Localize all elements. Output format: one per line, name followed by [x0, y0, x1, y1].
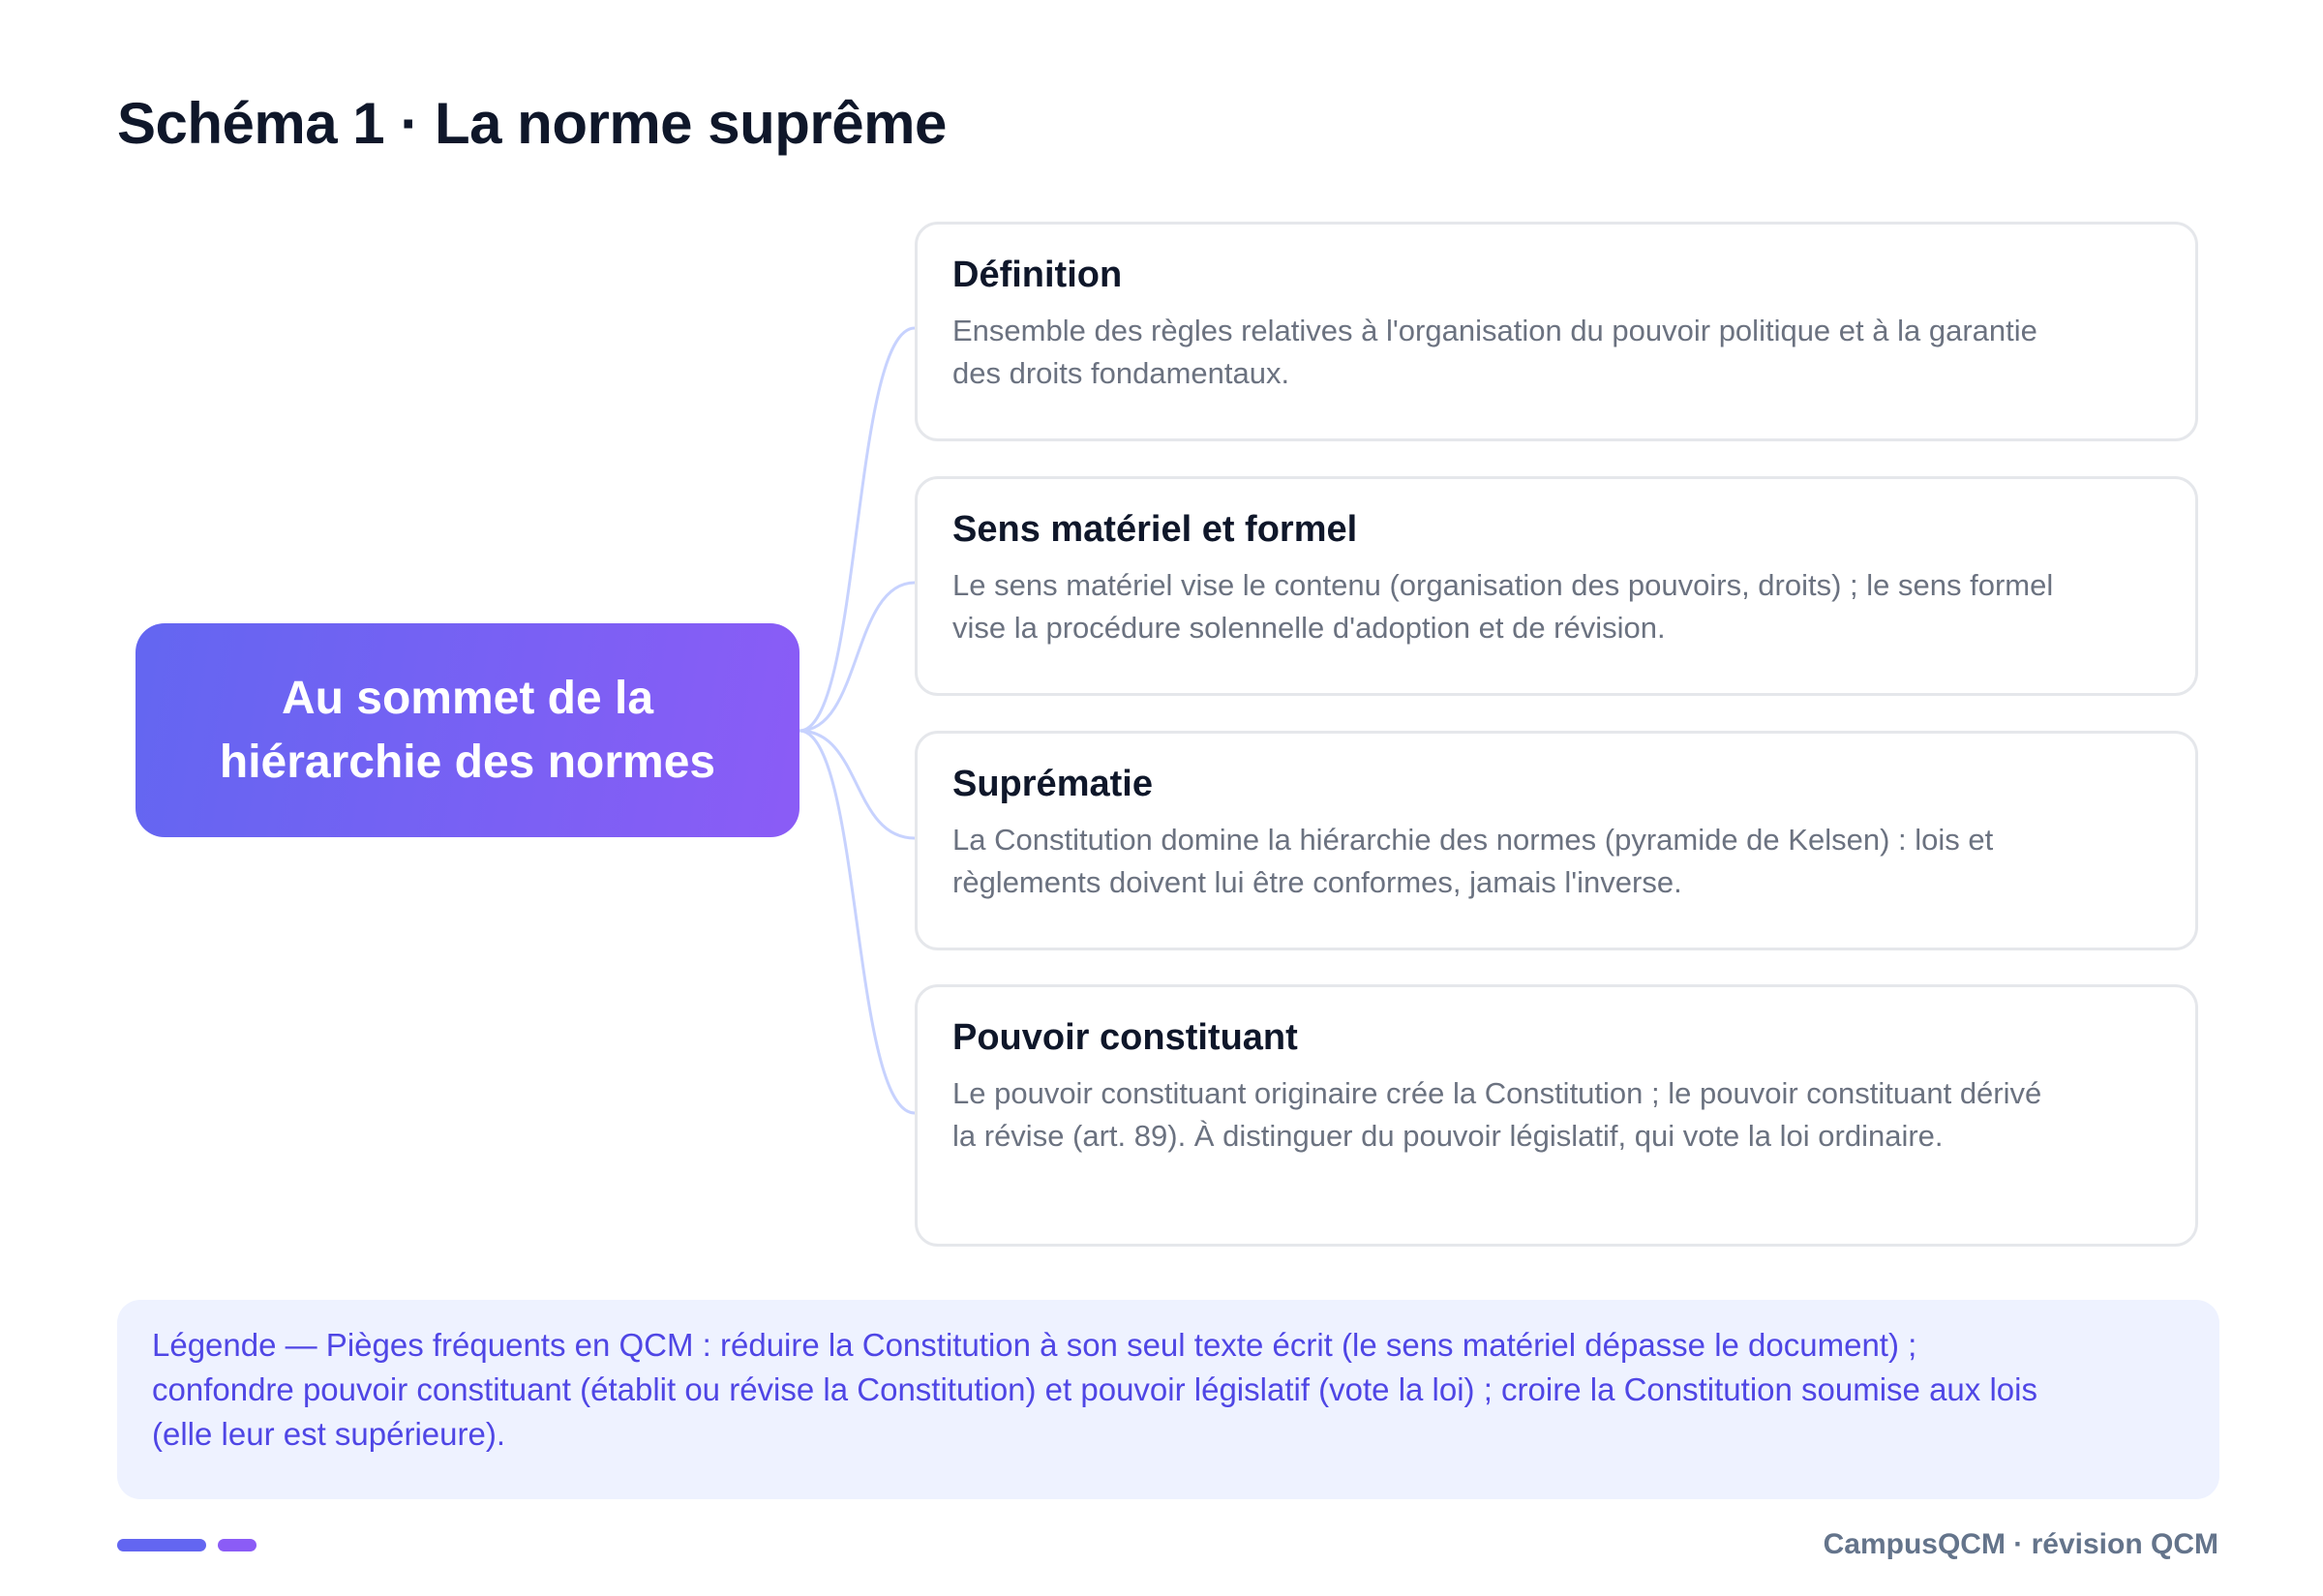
branch-card-definition — [915, 222, 2198, 441]
connector-line-suprematie — [799, 731, 915, 838]
page-title: Schéma 1 · La norme suprême — [117, 91, 947, 156]
accent-bar-primary — [117, 1539, 206, 1551]
connector-line-definition — [799, 328, 915, 731]
legend-text: Légende — Pièges fréquents en QCM : réduire la Constitution à son seul texte écrit (le sens matériel dépasse le document) ; confondre pouvoir constituant (établit ou révise la Constitution) et pouvoir législatif (vote la loi) ; croire la Constitution soumise aux lois (elle leur est supérieure). — [152, 1327, 2037, 1452]
branch-text: Le pouvoir constituant originaire crée la Constitution ; le pouvoir constituant dérivé la révise (art. 89). À distinguer du pouvoir législatif, qui vote la loi ordinaire. — [952, 1076, 2042, 1153]
root-label: Au sommet de la hiérarchie des normes — [219, 672, 716, 788]
branch-card-suprematie — [915, 731, 2198, 950]
branch-card-pouvoir-constituant — [915, 984, 2198, 1247]
footer-brand: CampusQCM · révision QCM — [1823, 1528, 2218, 1560]
branch-title: Pouvoir constituant — [952, 1017, 1298, 1058]
branch-card-sens-materiel-formel — [915, 476, 2198, 696]
accent-bar-secondary — [218, 1539, 256, 1551]
branch-text: Ensemble des règles relatives à l'organisation du pouvoir politique et à la garantie des droits fondamentaux. — [952, 314, 2037, 390]
root-node — [136, 623, 799, 837]
branch-title: Sens matériel et formel — [952, 509, 1358, 550]
legend-box — [117, 1300, 2219, 1499]
connector-line-sens — [799, 583, 915, 731]
branch-text: Le sens matériel vise le contenu (organisation des pouvoirs, droits) ; le sens formel vise la procédure solennelle d'adoption et de révision. — [952, 568, 2054, 645]
branch-title: Définition — [952, 255, 1123, 295]
branch-text: La Constitution domine la hiérarchie des normes (pyramide de Kelsen) : lois et règlements doivent lui être conformes, jamais l'inverse. — [952, 823, 1994, 899]
branch-title: Suprématie — [952, 764, 1153, 804]
